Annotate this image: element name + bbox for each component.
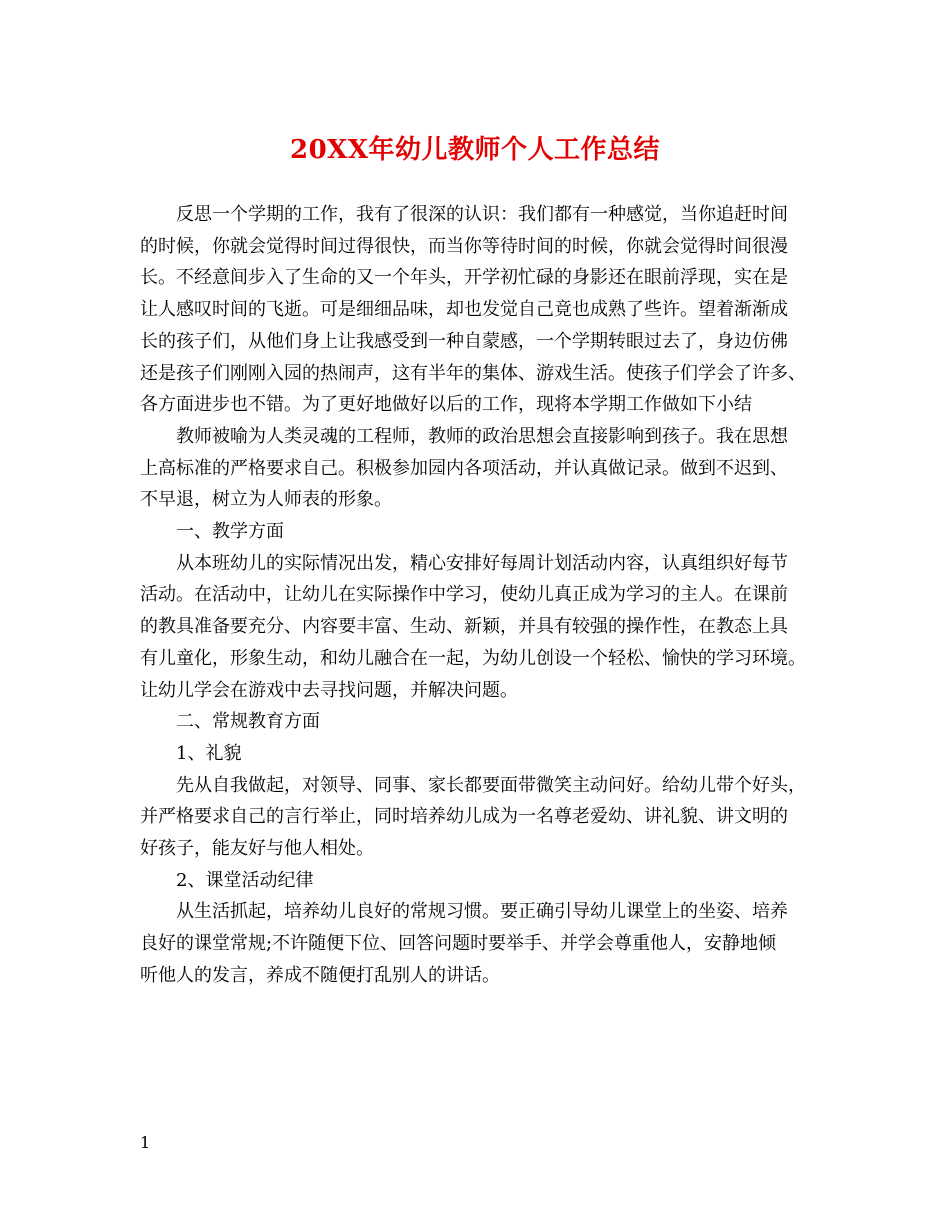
document-body xyxy=(140,199,830,992)
document-title: 20XX年幼儿教师个人工作总结 xyxy=(289,135,661,165)
paragraph-line: 活动。在活动中，让幼儿在实际操作中学习，使幼儿真正成为学习的主人。在课前 xyxy=(140,584,788,606)
paragraph-intro xyxy=(140,199,830,421)
paragraph-classroom-discipline xyxy=(140,896,830,991)
paragraph-line: 的时候，你就会觉得时间过得很快，而当你等待时间的时候，你就会觉得时间很漫 xyxy=(140,235,788,257)
paragraph-line: 反思一个学期的工作，我有了很深的认识：我们都有一种感觉，当你追赶时间 xyxy=(176,204,788,225)
subheading: 1、礼貌 xyxy=(176,742,242,764)
subheading: 2、课堂活动纪律 xyxy=(176,869,314,891)
paragraph-line: 教师被喻为人类灵魂的工程师，教师的政治思想会直接影响到孩子。我在思想 xyxy=(176,425,788,447)
paragraph-line: 长的孩子们，从他们身上让我感受到一种自蒙感，一个学期转眼过去了，身边仿佛 xyxy=(140,330,788,352)
paragraph-line: 不早退，树立为人师表的形象。 xyxy=(140,489,392,511)
paragraph-line: 有儿童化，形象生动，和幼儿融合在一起，为幼儿创设一个轻松、愉快的学习环境。 xyxy=(140,647,806,669)
paragraph-line: 从生活抓起，培养幼儿良好的常规习惯。要正确引导幼儿课堂上的坐姿、培养 xyxy=(176,901,788,923)
paragraph-manners xyxy=(140,770,830,865)
paragraph-line: 听他人的发言，养成不随便打乱别人的讲话。 xyxy=(140,964,500,986)
subheading-classroom-discipline xyxy=(140,865,830,897)
section-heading: 一、教学方面 xyxy=(176,521,284,543)
subheading-manners xyxy=(140,738,830,770)
paragraph-line: 让幼儿学会在游戏中去寻找问题，并解决问题。 xyxy=(140,679,518,701)
paragraph-line: 各方面进步也不错。为了更好地做好以后的工作，现将本学期工作做如下小结 xyxy=(140,394,752,416)
page-number: 1 xyxy=(140,1133,151,1152)
paragraph-line: 的教具准备要充分、内容要丰富、生动、新颖，并具有较强的操作性，在教态上具 xyxy=(140,616,788,638)
paragraph-line: 先从自我做起，对领导、同事、家长都要面带微笑主动问好。给幼儿带个好头， xyxy=(176,774,806,796)
paragraph-line: 从本班幼儿的实际情况出发，精心安排好每周计划活动内容，认真组织好每节 xyxy=(176,552,788,574)
paragraph-teacher-attitude xyxy=(140,421,830,516)
paragraph-line: 好孩子，能友好与他人相处。 xyxy=(140,838,374,860)
paragraph-line: 上高标准的严格要求自己。积极参加园内各项活动，并认真做记录。做到不迟到、 xyxy=(140,457,788,479)
section-heading: 二、常规教育方面 xyxy=(176,711,320,733)
paragraph-line: 并严格要求自己的言行举止，同时培养幼儿成为一名尊老爱幼、讲礼貌、讲文明的 xyxy=(140,806,788,828)
paragraph-teaching xyxy=(140,548,830,707)
section-heading-routine xyxy=(140,706,830,738)
paragraph-line: 长。不经意间步入了生命的又一个年头，开学初忙碌的身影还在眼前浮现，实在是 xyxy=(140,267,788,289)
paragraph-line: 让人感叹时间的飞逝。可是细细品味，却也发觉自己竟也成熟了些许。望着渐渐成 xyxy=(140,299,788,321)
paragraph-line: 还是孩子们刚刚入园的热闹声，这有半年的集体、游戏生活。使孩子们学会了许多、 xyxy=(140,362,806,384)
paragraph-line: 良好的课堂常规;不许随便下位、回答问题时要举手、并学会尊重他人，安静地倾 xyxy=(140,933,777,955)
section-heading-teaching xyxy=(140,516,830,548)
